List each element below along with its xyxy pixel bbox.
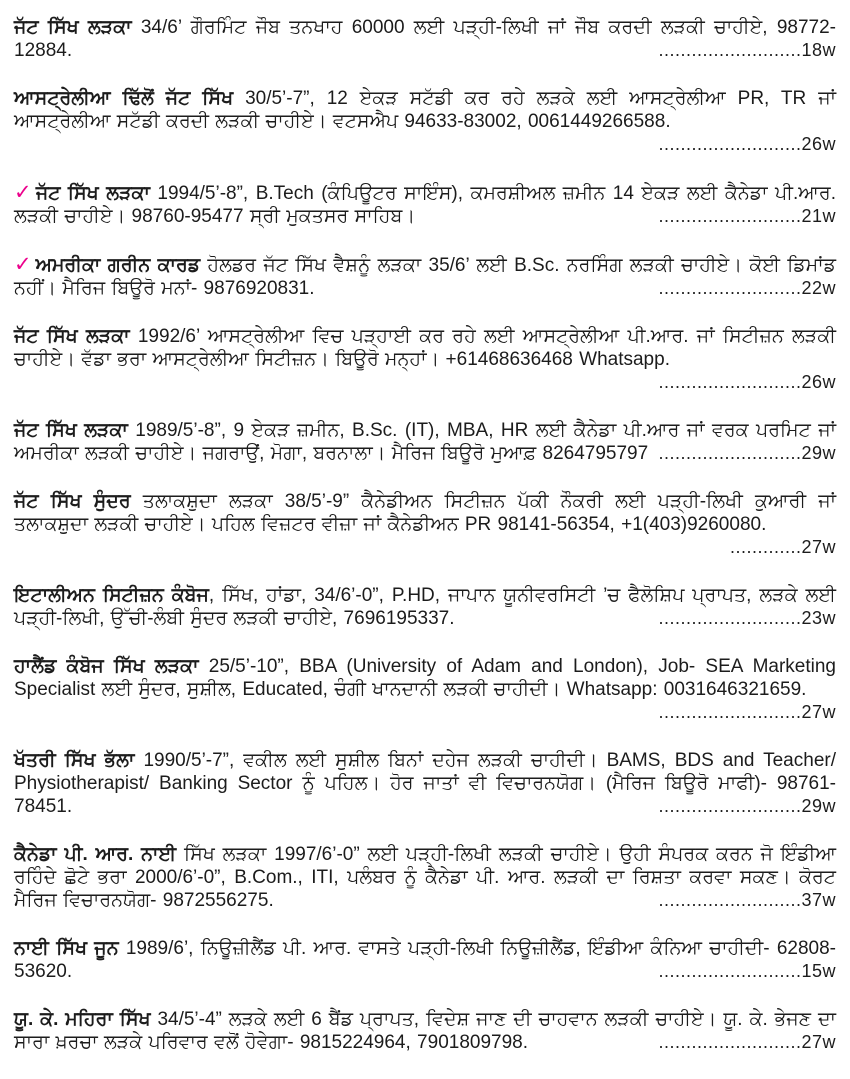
ad-body: 1989/6’, ਨਿਊਜ਼ੀਲੈਂਡ ਪੀ. ਆਰ. ਵਾਸਤੇ ਪੜ੍ਹੀ-ਲਿਖੀ ਨਿਊਜ਼ੀਲੈਂਡ, ਇੰਡੀਆ ਕੰਨਿਆ ਚਾਹੀਦੀ- 62808-53620. [14, 938, 836, 982]
checkmark-icon: ✓ [14, 253, 33, 276]
ad-lead: ਜੱਟ ਸਿੱਖ ਸੁੰਦਰ [14, 491, 131, 512]
classified-ad [14, 419, 836, 465]
classified-ad [14, 749, 836, 818]
ad-word-count: ..........................26w [658, 134, 836, 154]
ad-lead: ਆਸਟ੍ਰੇਲੀਆ ਢਿੱਲੋਂ ਜੱਟ ਸਿੱਖ [14, 88, 234, 109]
ad-lead: ਹਾਲੈਂਡ ਕੰਬੋਜ ਸਿੱਖ ਲੜਕਾ [14, 656, 199, 677]
classified-ad [14, 16, 836, 62]
ad-lead: ਜੱਟ ਸਿੱਖ ਲੜਕਾ [14, 420, 128, 441]
ad-lead: ਕੈਨੇਡਾ ਪੀ. ਆਰ. ਨਾਈ [14, 844, 177, 865]
ad-lead: ਇਟਾਲੀਅਨ ਸਿਟੀਜ਼ਨ ਕੰਬੋਜ [14, 585, 209, 606]
ad-word-count: ..........................27w [658, 702, 836, 722]
ad-word-count: ..........................29w [658, 443, 836, 463]
ad-body: 1994/5’-8”, B.Tech (ਕੰਪਿਊਟਰ ਸਾਇੰਸ), ਕਮਰਸ਼ੀਅਲ ਜ਼ਮੀਨ 14 ਏਕੜ ਲਈ ਕੈਨੇਡਾ ਪੀ.ਆਰ. ਲੜਕੀ ਚਾਹੀਏ। 98760-95477 ਸ੍ਰੀ ਮੁਕਤਸਰ ਸਾਹਿਬ। [14, 183, 836, 227]
ad-body: , ਸਿੱਖ, ਹਾਂਡਾ, 34/6’-0”, P.HD, ਜਾਪਾਨ ਯੂਨੀਵਰਸਿਟੀ ’ਚ ਫੈਲੋਸ਼ਿਪ ਪ੍ਰਾਪਤ, ਲੜਕੇ ਲਈ ਪੜ੍ਹੀ-ਲਿਖੀ, ਉੱਚੀ-ਲੰਬੀ ਸੁੰਦਰ ਲੜਕੀ ਚਾਹੀਏ, 7696195337. [14, 585, 836, 629]
ad-body: 1989/5’-8”, 9 ਏਕੜ ਜ਼ਮੀਨ, B.Sc. (IT), MBA, HR ਲਈ ਕੈਨੇਡਾ ਪੀ.ਆਰ ਜਾਂ ਵਰਕ ਪਰਮਿਟ ਜਾਂ ਅਮਰੀਕਾ ਲੜਕੀ ਚਾਹੀਏ। ਜਗਰਾਉਂ, ਮੋਗਾ, ਬਰਨਾਲਾ। ਮੈਰਿਜ ਬਿਊਰੋ ਮੁਆਫ਼ 8264795797 [14, 420, 837, 464]
classified-ad [14, 253, 836, 300]
ad-body: 25/5’-10”, BBA (University of Adam and London), Job- SEA Marketing Specialist ਲਈ ਸੁੰਦਰ, ਸੁਸ਼ੀਲ, Educated, ਚੰਗੀ ਖਾਨਦਾਨੀ ਲੜਕੀ ਚਾਹੀਦੀ। Whatsapp: 0031646321659. [14, 656, 836, 700]
ad-word-count: ..........................21w [658, 206, 836, 226]
checkmark-icon: ✓ [14, 181, 33, 204]
ad-word-count: ..........................22w [658, 278, 836, 298]
ad-body: 30/5’-7”, 12 ਏਕੜ ਸਟੱਡੀ ਕਰ ਰਹੇ ਲੜਕੇ ਲਈ ਆਸਟ੍ਰੇਲੀਆ PR, TR ਜਾਂ ਆਸਟ੍ਰੇਲੀਆ ਸਟੱਡੀ ਕਰਦੀ ਲੜਕੀ ਚਾਹੀਏ। ਵਟਸਐਪ 94633-83002, 0061449266588. [14, 88, 836, 132]
ad-lead: ਜੱਟ ਸਿੱਖ ਲੜਕਾ [14, 17, 132, 38]
ad-body: ਸਿੱਖ ਲੜਕਾ 1997/6’-0” ਲਈ ਪੜ੍ਹੀ-ਲਿਖੀ ਲੜਕੀ ਚਾਹੀਏ। ਉਹੀ ਸੰਪਰਕ ਕਰਨ ਜੋ ਇੰਡੀਆ ਰਹਿੰਦੇ ਛੋਟੇ ਭਰਾ 2000/6’-0”, B.Com., ITI, ਪਲੰਬਰ ਨੂੰ ਕੈਨੇਡਾ ਪੀ. ਆਰ. ਲੜਕੀ ਦਾ ਰਿਸ਼ਤਾ ਕਰਵਾ ਸਕਣ। ਕੋਰਟ ਮੈਰਿਜ ਵਿਚਾਰਨਯੋਗ- 9872556275. [14, 844, 836, 911]
ad-lead: ਜੱਟ ਸਿੱਖ ਲੜਕਾ [14, 326, 130, 347]
ad-word-count: ..........................37w [658, 890, 836, 910]
ad-lead: ਯੂ. ਕੇ. ਮਹਿਰਾ ਸਿੱਖ [14, 1009, 151, 1030]
classified-ad [14, 937, 836, 983]
ad-word-count: ..........................23w [658, 608, 836, 628]
ad-body: 34/5’-4” ਲੜਕੇ ਲਈ 6 ਬੈਂਡ ਪ੍ਰਾਪਤ, ਵਿਦੇਸ਼ ਜਾਣ ਦੀ ਚਾਹਵਾਨ ਲੜਕੀ ਚਾਹੀਏ। ਯੂ. ਕੇ. ਭੇਜਣ ਦਾ ਸਾਰਾ ਖ਼ਰਚਾ ਲੜਕੇ ਪਰਿਵਾਰ ਵਲੋਂ ਹੋਵੇਗਾ- 9815224964, 7901809798. [14, 1009, 836, 1053]
classified-ad [14, 584, 836, 630]
ad-word-count: ..........................29w [658, 796, 836, 816]
classified-ad [14, 325, 836, 394]
ad-word-count: ..........................27w [658, 1032, 836, 1052]
classified-ad [14, 843, 836, 912]
ad-word-count: ..........................18w [658, 40, 836, 60]
classified-ad [14, 181, 836, 228]
classified-ad [14, 655, 836, 724]
classified-ad [14, 490, 836, 559]
ad-lead: ਅਮਰੀਕਾ ਗਰੀਨ ਕਾਰਡ [35, 255, 201, 276]
ad-body: 1992/6’ ਆਸਟ੍ਰੇਲੀਆ ਵਿਚ ਪੜ੍ਹਾਈ ਕਰ ਰਹੇ ਲਈ ਆਸਟ੍ਰੇਲੀਆ ਪੀ.ਆਰ. ਜਾਂ ਸਿਟੀਜ਼ਨ ਲੜਕੀ ਚਾਹੀਏ। ਵੱਡਾ ਭਰਾ ਆਸਟ੍ਰੇਲੀਆ ਸਿਟੀਜ਼ਨ। ਬਿਊਰੋ ਮਨ੍ਹਾਂ। +61468636468 Whatsapp. [14, 326, 836, 370]
ad-lead: ਜੱਟ ਸਿੱਖ ਲੜਕਾ [35, 183, 150, 204]
classified-ad [14, 87, 836, 156]
ad-body: 1990/5’-7”, ਵਕੀਲ ਲਈ ਸੁਸ਼ੀਲ ਬਿਨਾਂ ਦਹੇਜ ਲੜਕੀ ਚਾਹੀਦੀ। BAMS, BDS and Teacher/ Physiotherapist/ Banking Sector ਨੂੰ ਪਹਿਲ। ਹੋਰ ਜਾਤਾਂ ਵੀ ਵਿਚਾਰਨਯੋਗ। (ਮੈਰਿਜ ਬਿਊਰੋ ਮਾਫੀ)- 98761-78451. [14, 750, 836, 817]
ad-body: ਤਲਾਕਸ਼ੁਦਾ ਲੜਕਾ 38/5’-9” ਕੈਨੇਡੀਅਨ ਸਿਟੀਜ਼ਨ ਪੱਕੀ ਨੌਕਰੀ ਲਈ ਪੜ੍ਹੀ-ਲਿਖੀ ਕੁਆਰੀ ਜਾਂ ਤਲਾਕਸ਼ੁਦਾ ਲੜਕੀ ਚਾਹੀਏ। ਪਹਿਲ ਵਿਜ਼ਟਰ ਵੀਜ਼ਾ ਜਾਂ ਕੈਨੇਡੀਅਨ PR 98141-56354, +1(403)9260080. [14, 491, 836, 535]
classified-ad [14, 1008, 836, 1054]
ads-list [14, 16, 836, 1054]
ad-lead: ਖੱਤਰੀ ਸਿੱਖ ਭੱਲਾ [14, 750, 135, 771]
ad-word-count: .............27w [729, 537, 836, 557]
ad-word-count: ..........................26w [658, 372, 836, 392]
ad-body: ਹੋਲਡਰ ਜੱਟ ਸਿੱਖ ਵੈਸ਼ਨੂੰ ਲੜਕਾ 35/6’ ਲਈ B.Sc. ਨਰਸਿੰਗ ਲੜਕੀ ਚਾਹੀਏ। ਕੋਈ ਡਿਮਾਂਡ ਨਹੀਂ। ਮੈਰਿਜ ਬਿਊਰੋ ਮਨਾਂ- 9876920831. [14, 255, 836, 299]
ad-body: 34/6’ ਗੌਰਮਿੰਟ ਜੌਬ ਤਨਖਾਹ 60000 ਲਈ ਪੜ੍ਹੀ-ਲਿਖੀ ਜਾਂ ਜੌਬ ਕਰਦੀ ਲੜਕੀ ਚਾਹੀਏ, 98772-12884. [14, 17, 836, 61]
ad-word-count: ..........................15w [658, 961, 836, 981]
ad-lead: ਨਾਈ ਸਿੱਖ ਜੂਨ [14, 938, 119, 959]
